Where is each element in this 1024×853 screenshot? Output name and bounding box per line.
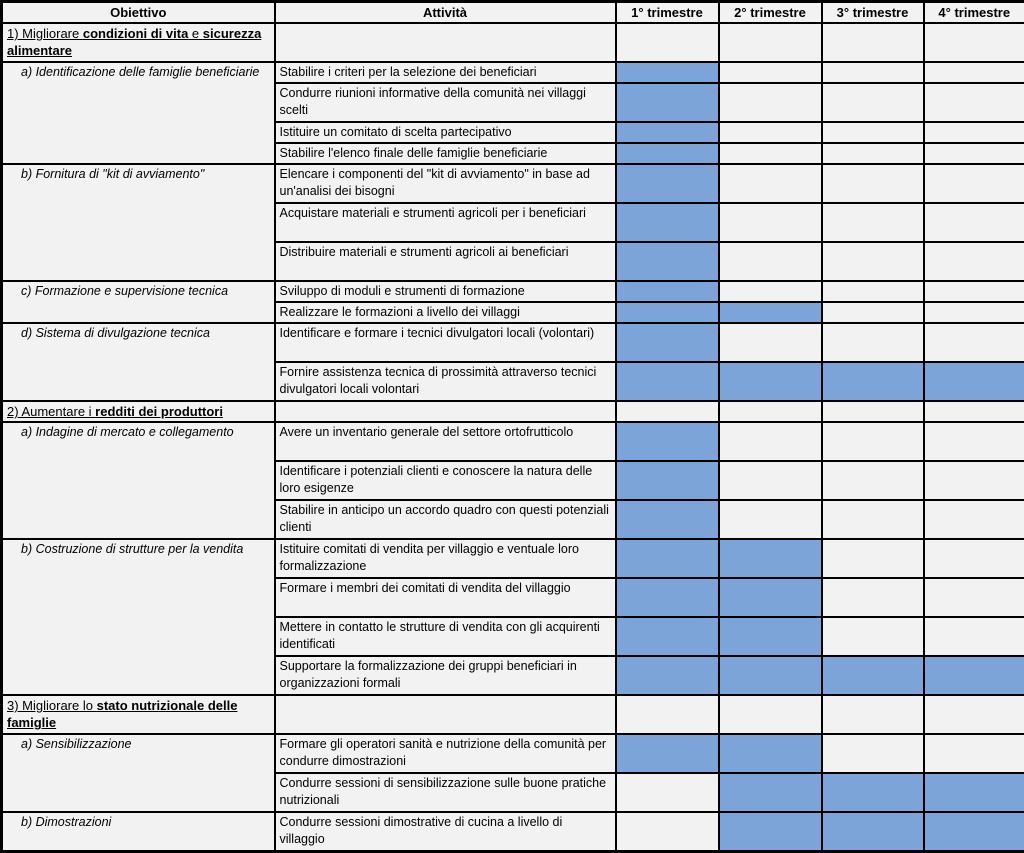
activity-row bbox=[2, 62, 1024, 83]
quarter-cell bbox=[719, 122, 822, 143]
quarter-cell bbox=[924, 695, 1024, 734]
quarter-cell bbox=[719, 362, 822, 401]
quarter-cell bbox=[616, 812, 719, 851]
activity-cell: Formare i membri dei comitati di vendita del villaggio bbox=[275, 578, 616, 617]
quarter-cell bbox=[719, 539, 822, 578]
quarter-cell bbox=[924, 122, 1024, 143]
quarter-cell bbox=[924, 401, 1024, 422]
quarter-cell bbox=[616, 500, 719, 539]
column-header-trimestre-1: 1° trimestre bbox=[616, 2, 719, 24]
quarter-cell bbox=[616, 539, 719, 578]
quarter-cell bbox=[719, 812, 822, 851]
quarter-cell bbox=[924, 83, 1024, 122]
quarter-cell bbox=[719, 203, 822, 242]
objective-group-cell: b) Dimostrazioni bbox=[2, 812, 275, 851]
quarter-cell bbox=[616, 302, 719, 323]
column-header-trimestre-4: 4° trimestre bbox=[924, 2, 1024, 24]
quarter-cell bbox=[616, 461, 719, 500]
activity-cell: Condurre sessioni dimostrative di cucina a livello di villaggio bbox=[275, 812, 616, 851]
quarter-cell bbox=[924, 539, 1024, 578]
activity-cell: Realizzare le formazioni a livello dei villaggi bbox=[275, 302, 616, 323]
activity-cell: Avere un inventario generale del settore ortofrutticolo bbox=[275, 422, 616, 461]
quarter-cell bbox=[719, 143, 822, 164]
column-header-obiettivo: Obiettivo bbox=[2, 2, 275, 24]
quarter-cell bbox=[822, 539, 924, 578]
quarter-cell bbox=[924, 362, 1024, 401]
objective-group-cell: b) Costruzione di strutture per la vendita bbox=[2, 539, 275, 695]
quarter-cell bbox=[924, 302, 1024, 323]
quarter-cell bbox=[822, 242, 924, 281]
quarter-cell bbox=[719, 500, 822, 539]
quarter-cell bbox=[616, 62, 719, 83]
activity-cell: Condurre sessioni di sensibilizzazione sulle buone pratiche nutrizionali bbox=[275, 773, 616, 812]
quarter-cell bbox=[616, 242, 719, 281]
activity-cell: Istituire comitati di vendita per villaggio e ventuale loro formalizzazione bbox=[275, 539, 616, 578]
quarter-cell bbox=[822, 143, 924, 164]
quarter-cell bbox=[822, 281, 924, 302]
quarter-cell bbox=[616, 281, 719, 302]
quarter-cell bbox=[616, 143, 719, 164]
objective-section-cell bbox=[2, 401, 275, 422]
quarter-cell bbox=[616, 23, 719, 62]
quarter-cell bbox=[719, 242, 822, 281]
quarter-cell bbox=[616, 578, 719, 617]
activity-cell: Istituire un comitato di scelta partecipativo bbox=[275, 122, 616, 143]
quarter-cell bbox=[924, 422, 1024, 461]
objective-section-cell bbox=[2, 695, 275, 734]
activity-cell: Stabilire in anticipo un accordo quadro con questi potenziali clienti bbox=[275, 500, 616, 539]
activity-cell: Sviluppo di moduli e strumenti di formazione bbox=[275, 281, 616, 302]
quarter-cell bbox=[719, 461, 822, 500]
objective-group-cell: c) Formazione e supervisione tecnica bbox=[2, 281, 275, 323]
quarter-cell bbox=[924, 578, 1024, 617]
objective-section-cell bbox=[2, 23, 275, 62]
quarter-cell bbox=[822, 500, 924, 539]
section-title: 1) Migliorare condizioni di vita e sicurezza alimentare bbox=[7, 26, 261, 58]
quarter-cell bbox=[719, 83, 822, 122]
objective-group-cell: a) Identificazione delle famiglie beneficiarie bbox=[2, 62, 275, 164]
quarter-cell bbox=[822, 422, 924, 461]
quarter-cell bbox=[719, 695, 822, 734]
activity-cell: Identificare e formare i tecnici divulgatori locali (volontari) bbox=[275, 323, 616, 362]
quarter-cell bbox=[924, 164, 1024, 203]
quarter-cell bbox=[822, 203, 924, 242]
quarter-cell bbox=[719, 578, 822, 617]
quarter-cell bbox=[616, 203, 719, 242]
quarter-cell bbox=[822, 83, 924, 122]
column-header-trimestre-3: 3° trimestre bbox=[822, 2, 924, 24]
activity-row bbox=[2, 164, 1024, 203]
activity-cell: Mettere in contatto le strutture di vendita con gli acquirenti identificati bbox=[275, 617, 616, 656]
quarter-cell bbox=[924, 281, 1024, 302]
activity-cell: Condurre riunioni informative della comunità nei villaggi scelti bbox=[275, 83, 616, 122]
activity-row bbox=[2, 323, 1024, 362]
quarter-cell bbox=[924, 23, 1024, 62]
activity-cell: Formare gli operatori sanità e nutrizione della comunità per condurre dimostrazioni bbox=[275, 734, 616, 773]
quarter-cell bbox=[719, 617, 822, 656]
quarter-cell bbox=[616, 401, 719, 422]
objective-group-cell: d) Sistema di divulgazione tecnica bbox=[2, 323, 275, 401]
quarter-cell bbox=[719, 302, 822, 323]
quarter-cell bbox=[616, 83, 719, 122]
quarter-cell bbox=[616, 323, 719, 362]
activity-row bbox=[2, 734, 1024, 773]
quarter-cell bbox=[822, 302, 924, 323]
quarter-cell bbox=[822, 23, 924, 62]
activity-cell: Stabilire i criteri per la selezione dei beneficiari bbox=[275, 62, 616, 83]
empty-activity-cell bbox=[275, 401, 616, 422]
section-row bbox=[2, 695, 1024, 734]
quarter-cell bbox=[924, 500, 1024, 539]
quarter-cell bbox=[822, 122, 924, 143]
activity-cell: Fornire assistenza tecnica di prossimità attraverso tecnici divulgatori locali volontari bbox=[275, 362, 616, 401]
activity-row bbox=[2, 539, 1024, 578]
quarter-cell bbox=[822, 461, 924, 500]
objective-group-cell: b) Fornitura di "kit di avviamento" bbox=[2, 164, 275, 281]
quarter-cell bbox=[822, 362, 924, 401]
quarter-cell bbox=[822, 323, 924, 362]
column-header-attivita: Attività bbox=[275, 2, 616, 24]
quarter-cell bbox=[822, 578, 924, 617]
quarter-cell bbox=[822, 164, 924, 203]
quarter-cell bbox=[924, 656, 1024, 695]
quarter-cell bbox=[616, 734, 719, 773]
quarter-cell bbox=[616, 164, 719, 203]
quarter-cell bbox=[616, 617, 719, 656]
quarter-cell bbox=[719, 323, 822, 362]
quarter-cell bbox=[822, 401, 924, 422]
activity-row bbox=[2, 812, 1024, 851]
quarter-cell bbox=[616, 122, 719, 143]
quarter-cell bbox=[719, 281, 822, 302]
quarter-cell bbox=[822, 617, 924, 656]
quarter-cell bbox=[719, 773, 822, 812]
quarter-cell bbox=[616, 362, 719, 401]
column-header-trimestre-2: 2° trimestre bbox=[719, 2, 822, 24]
empty-activity-cell bbox=[275, 695, 616, 734]
activity-cell: Acquistare materiali e strumenti agricoli per i beneficiari bbox=[275, 203, 616, 242]
quarter-cell bbox=[924, 62, 1024, 83]
quarter-cell bbox=[822, 812, 924, 851]
quarter-cell bbox=[924, 773, 1024, 812]
activity-row bbox=[2, 281, 1024, 302]
activity-cell: Identificare i potenziali clienti e conoscere la natura delle loro esigenze bbox=[275, 461, 616, 500]
section-row bbox=[2, 23, 1024, 62]
quarter-cell bbox=[924, 323, 1024, 362]
quarter-cell bbox=[616, 773, 719, 812]
quarter-cell bbox=[924, 461, 1024, 500]
quarter-cell bbox=[822, 62, 924, 83]
activity-cell: Elencare i componenti del "kit di avviamento" in base ad un'analisi dei bisogni bbox=[275, 164, 616, 203]
section-row bbox=[2, 401, 1024, 422]
quarter-cell bbox=[616, 422, 719, 461]
schedule-table-body bbox=[2, 23, 1024, 851]
activity-cell: Stabilire l'elenco finale delle famiglie beneficiarie bbox=[275, 143, 616, 164]
objective-group-cell: a) Sensibilizzazione bbox=[2, 734, 275, 812]
quarter-cell bbox=[719, 422, 822, 461]
quarter-cell bbox=[924, 734, 1024, 773]
quarter-cell bbox=[719, 656, 822, 695]
quarter-cell bbox=[822, 773, 924, 812]
quarter-cell bbox=[924, 812, 1024, 851]
quarter-cell bbox=[822, 734, 924, 773]
objective-group-cell: a) Indagine di mercato e collegamento bbox=[2, 422, 275, 539]
activity-cell: Supportare la formalizzazione dei gruppi beneficiari in organizzazioni formali bbox=[275, 656, 616, 695]
quarter-cell bbox=[924, 242, 1024, 281]
quarter-cell bbox=[924, 143, 1024, 164]
quarter-cell bbox=[719, 23, 822, 62]
quarter-cell bbox=[719, 62, 822, 83]
quarter-cell bbox=[924, 617, 1024, 656]
activity-cell: Distribuire materiali e strumenti agricoli ai beneficiari bbox=[275, 242, 616, 281]
quarter-cell bbox=[616, 656, 719, 695]
section-title: 2) Aumentare i redditi dei produttori bbox=[7, 404, 223, 419]
quarter-cell bbox=[719, 734, 822, 773]
quarter-cell bbox=[822, 695, 924, 734]
quarter-cell bbox=[616, 695, 719, 734]
empty-activity-cell bbox=[275, 23, 616, 62]
quarter-cell bbox=[924, 203, 1024, 242]
section-title: 3) Migliorare lo stato nutrizionale delle famiglie bbox=[7, 698, 237, 730]
quarter-cell bbox=[719, 401, 822, 422]
activity-row bbox=[2, 422, 1024, 461]
quarter-cell bbox=[822, 656, 924, 695]
header-row bbox=[2, 2, 1024, 24]
quarter-cell bbox=[719, 164, 822, 203]
